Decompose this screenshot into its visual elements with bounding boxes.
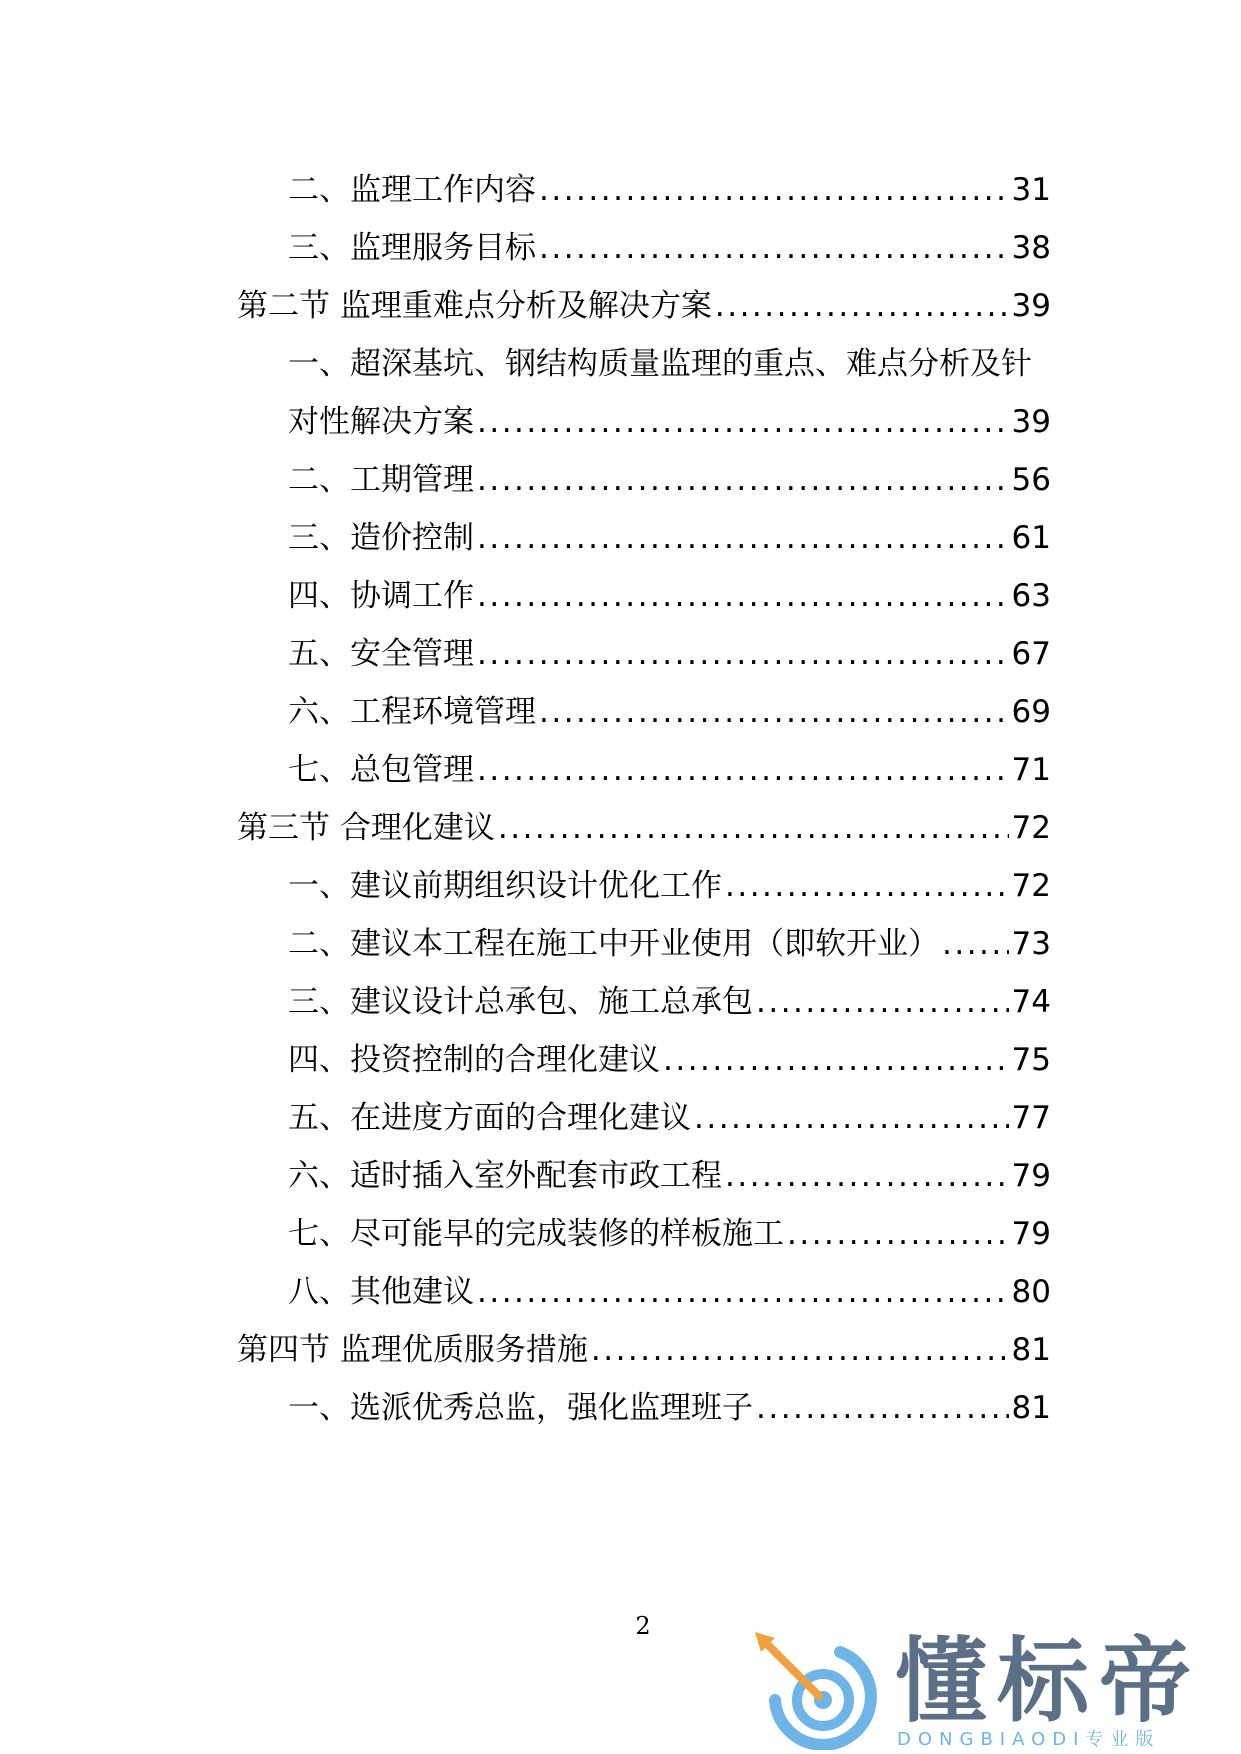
toc-leader-dots — [477, 516, 1009, 560]
toc-entry[interactable] — [0, 922, 1241, 966]
toc-leader-dots — [725, 1154, 1009, 1198]
toc-entry[interactable] — [0, 342, 1241, 386]
toc-leader-dots — [477, 400, 1009, 444]
page-number: 2 — [635, 1612, 651, 1640]
toc-entry[interactable] — [0, 632, 1241, 676]
toc-entry-title: 三、建议设计总承包、施工总承包 — [288, 984, 753, 1020]
toc-entry-title: 一、建议前期组织设计优化工作 — [288, 868, 722, 904]
toc-entry-title: 三、造价控制 — [288, 520, 474, 556]
toc-entry[interactable] — [0, 168, 1241, 212]
toc-entry-title: 第三节 合理化建议 — [237, 810, 495, 846]
toc-entry-page: 74 — [1011, 984, 1051, 1020]
toc-leader-dots — [477, 1270, 1009, 1314]
toc-leader-dots — [477, 458, 1009, 502]
watermark — [745, 1630, 1225, 1750]
toc-leader-dots — [756, 1386, 1009, 1430]
toc-leader-dots — [498, 806, 1009, 850]
toc-section-entry[interactable] — [0, 1328, 1241, 1372]
toc-entry-page: 79 — [1011, 1158, 1051, 1194]
toc-entry-page: 75 — [1011, 1042, 1051, 1078]
toc-leader-dots — [715, 284, 1009, 328]
toc-leader-dots — [756, 980, 1009, 1024]
toc-entry-page: 39 — [1011, 404, 1051, 440]
toc-entry-page: 72 — [1011, 810, 1051, 846]
toc-entry[interactable] — [0, 458, 1241, 502]
toc-entry-page: 31 — [1011, 172, 1051, 208]
toc-section-entry[interactable] — [0, 284, 1241, 328]
toc-entry-page: 77 — [1011, 1100, 1051, 1136]
target-logo-icon — [745, 1630, 885, 1750]
watermark-brand: 懂标帝 — [895, 1628, 1202, 1735]
toc-leader-dots — [539, 690, 1009, 734]
toc-entry-title: 二、工期管理 — [288, 462, 474, 498]
toc-entry-page: 63 — [1011, 578, 1051, 614]
toc-entry[interactable] — [0, 748, 1241, 792]
toc-leader-dots — [725, 864, 1009, 908]
toc-entry[interactable] — [0, 1212, 1241, 1256]
toc-entry-title: 一、选派优秀总监，强化监理班子 — [288, 1390, 753, 1426]
toc-entry-title: 七、尽可能早的完成装修的样板施工 — [288, 1216, 784, 1252]
toc-entry-page: 71 — [1011, 752, 1051, 788]
toc-entry-title: 对性解决方案 — [288, 404, 474, 440]
toc-entry-page: 38 — [1011, 230, 1051, 266]
toc-entry-page: 81 — [1011, 1390, 1051, 1426]
toc-entry-title: 一、超深基坑、钢结构质量监理的重点、难点分析及针 — [288, 346, 1032, 382]
toc-entry[interactable] — [0, 1386, 1241, 1430]
toc-entry[interactable] — [0, 1154, 1241, 1198]
toc-entry-page: 61 — [1011, 520, 1051, 556]
toc-entry-title: 三、监理服务目标 — [288, 230, 536, 266]
toc-entry[interactable] — [0, 980, 1241, 1024]
toc-entry[interactable] — [0, 516, 1241, 560]
toc-entry-page: 56 — [1011, 462, 1051, 498]
toc-entry-title: 六、适时插入室外配套市政工程 — [288, 1158, 722, 1194]
toc-entry-title: 八、其他建议 — [288, 1274, 474, 1310]
toc-entry-title: 四、投资控制的合理化建议 — [288, 1042, 660, 1078]
toc-entry[interactable] — [0, 1038, 1241, 1082]
toc-entry-title: 第四节 监理优质服务措施 — [237, 1332, 588, 1368]
toc-entry[interactable] — [0, 690, 1241, 734]
toc-entry[interactable] — [0, 864, 1241, 908]
toc-entry-page: 39 — [1011, 288, 1051, 324]
toc-entry-title: 二、监理工作内容 — [288, 172, 536, 208]
toc-entry-continuation[interactable] — [0, 400, 1241, 444]
toc-leader-dots — [591, 1328, 1009, 1372]
toc-entry[interactable] — [0, 1096, 1241, 1140]
toc-leader-dots — [663, 1038, 1009, 1082]
toc-entry-page: 67 — [1011, 636, 1051, 672]
toc-leader-dots — [539, 226, 1009, 270]
toc-entry-title: 五、在进度方面的合理化建议 — [288, 1100, 691, 1136]
toc-entry-title: 七、总包管理 — [288, 752, 474, 788]
toc-leader-dots — [477, 748, 1009, 792]
toc-entry-page: 72 — [1011, 868, 1051, 904]
toc-entry[interactable] — [0, 574, 1241, 618]
toc-entry-title: 六、工程环境管理 — [288, 694, 536, 730]
toc-entry[interactable] — [0, 1270, 1241, 1314]
toc-leader-dots — [942, 922, 1009, 966]
toc-entry-title: 二、建议本工程在施工中开业使用（即软开业） — [288, 926, 939, 962]
toc-entry-title: 五、安全管理 — [288, 636, 474, 672]
toc-entry-page: 79 — [1011, 1216, 1051, 1252]
toc-leader-dots — [477, 574, 1009, 618]
toc-entry-page: 73 — [1011, 926, 1051, 962]
toc-entry-page: 69 — [1011, 694, 1051, 730]
toc-leader-dots — [694, 1096, 1009, 1140]
watermark-subtitle: DONGBIAODI专业版 — [897, 1729, 1161, 1750]
toc-leader-dots — [787, 1212, 1009, 1256]
toc-leader-dots — [477, 632, 1009, 676]
toc-entry-title: 四、协调工作 — [288, 578, 474, 614]
toc-section-entry[interactable] — [0, 806, 1241, 850]
toc-entry-page: 80 — [1011, 1274, 1051, 1310]
toc-entry[interactable] — [0, 226, 1241, 270]
toc-entry-page: 81 — [1011, 1332, 1051, 1368]
toc-leader-dots — [539, 168, 1009, 212]
toc-entry-title: 第二节 监理重难点分析及解决方案 — [237, 288, 712, 324]
